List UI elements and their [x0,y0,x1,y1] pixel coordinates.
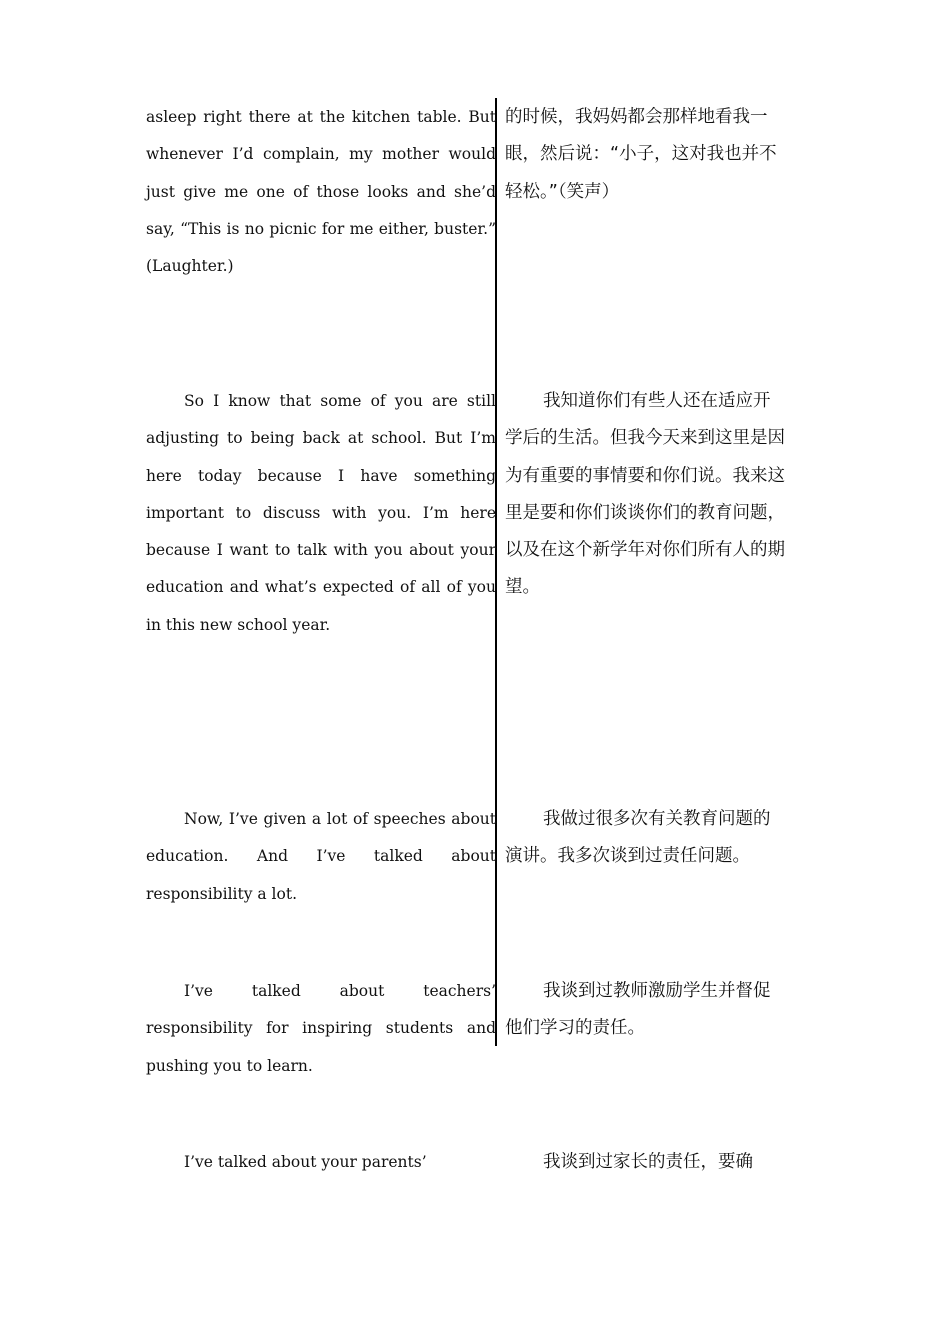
chinese-paragraph-4: 我谈到过教师激励学生并督促他们学习的责任。 [505,981,771,1039]
chinese-paragraph-3: 我做过很多次有关教育问题的演讲。我多次谈到过责任问题。 [505,809,771,867]
english-paragraph-2: So I know that some of you are still adjusting to being back at school. But I’m here today because I have something important to discuss with you. I’m here because I want to talk with you about your education and what’s expected of all of you in this new school year. [146,392,496,634]
english-paragraph-5: I’ve talked about your parents’ [184,1153,427,1171]
english-paragraph-1: asleep right there at the kitchen table. But whenever I’d complain, my mother would just give me one of those looks and she’d say, “This is no picnic for me either, buster.” (Laughter.) [146,108,496,276]
chinese-paragraph-1: 的时候，我妈妈都会那样地看我一眼，然后说：“小子，这对我也并不轻松。”（笑声） [505,107,777,202]
english-paragraph-3: Now, I’ve given a lot of speeches about education. And I’ve talked about responsibility a lot. [146,810,496,903]
english-paragraph-4: I’ve talked about teachers’ responsibility for inspiring students and pushing you to learn. [146,982,496,1075]
chinese-paragraph-2: 我知道你们有些人还在适应开学后的生活。但我今天来到这里是因为有重要的事情要和你们说。我来这里是要和你们谈谈你们的教育问题，以及在这个新学年对你们所有人的期望。 [505,391,785,598]
chinese-paragraph-5: 我谈到过家长的责任，要确 [543,1152,753,1172]
